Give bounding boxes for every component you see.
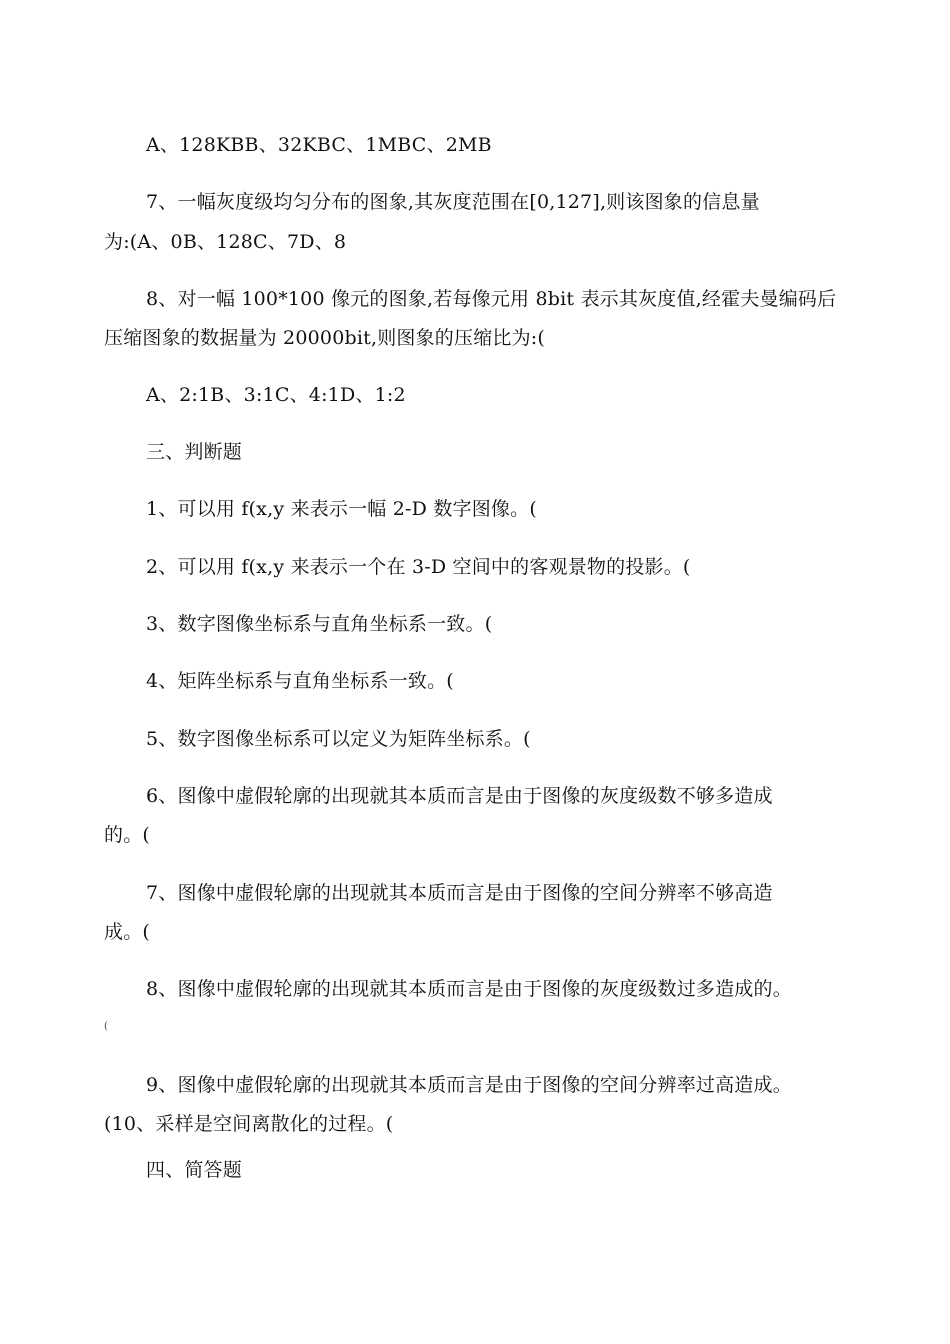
q7-text-line-2: 为:(A、0B、128C、7D、8 xyxy=(104,231,347,253)
judgment-item-6-line-1: 6、图像中虚假轮廓的出现就其本质而言是由于图像的灰度级数不够多造成 xyxy=(146,785,773,807)
judgment-item-7-line-2: 成。( xyxy=(104,921,151,943)
q8-text-line-2: 压缩图象的数据量为 20000bit,则图象的压缩比为:( xyxy=(104,327,546,349)
judgment-item-8-line-1: 8、图像中虚假轮廓的出现就其本质而言是由于图像的灰度级数过多造成的。 xyxy=(146,978,792,1000)
section-heading-judgment: 三、判断题 xyxy=(146,441,243,463)
judgment-item-7-line-1: 7、图像中虚假轮廓的出现就其本质而言是由于图像的空间分辨率不够高造 xyxy=(146,882,773,904)
judgment-item-4: 4、矩阵坐标系与直角坐标系一致。( xyxy=(146,670,454,692)
q8-options: A、2:1B、3:1C、4:1D、1:2 xyxy=(146,384,406,406)
judgment-item-5: 5、数字图像坐标系可以定义为矩阵坐标系。( xyxy=(146,728,531,750)
judgment-item-2: 2、可以用 f(x,y 来表示一个在 3-D 空间中的客观景物的投影。( xyxy=(146,556,691,578)
judgment-item-10: (10、采样是空间离散化的过程。( xyxy=(104,1113,394,1135)
q6-options: A、128KBB、32KBC、1MBC、2MB xyxy=(146,134,492,156)
q7-text-line-1: 7、一幅灰度级均匀分布的图象,其灰度范围在[0,127],则该图象的信息量 xyxy=(146,191,760,213)
judgment-item-9: 9、图像中虚假轮廓的出现就其本质而言是由于图像的空间分辨率过高造成。 xyxy=(146,1074,792,1096)
judgment-item-1: 1、可以用 f(x,y 来表示一幅 2-D 数字图像。( xyxy=(146,498,537,520)
section-heading-short-answer: 四、简答题 xyxy=(146,1159,243,1181)
q8-text-line-1: 8、对一幅 100*100 像元的图象,若每像元用 8bit 表示其灰度值,经霍夫曼编码后 xyxy=(146,288,837,310)
judgment-item-6-line-2: 的。( xyxy=(104,824,151,846)
judgment-item-3: 3、数字图像坐标系与直角坐标系一致。( xyxy=(146,613,493,635)
judgment-item-8-line-2: ( xyxy=(104,1021,109,1032)
